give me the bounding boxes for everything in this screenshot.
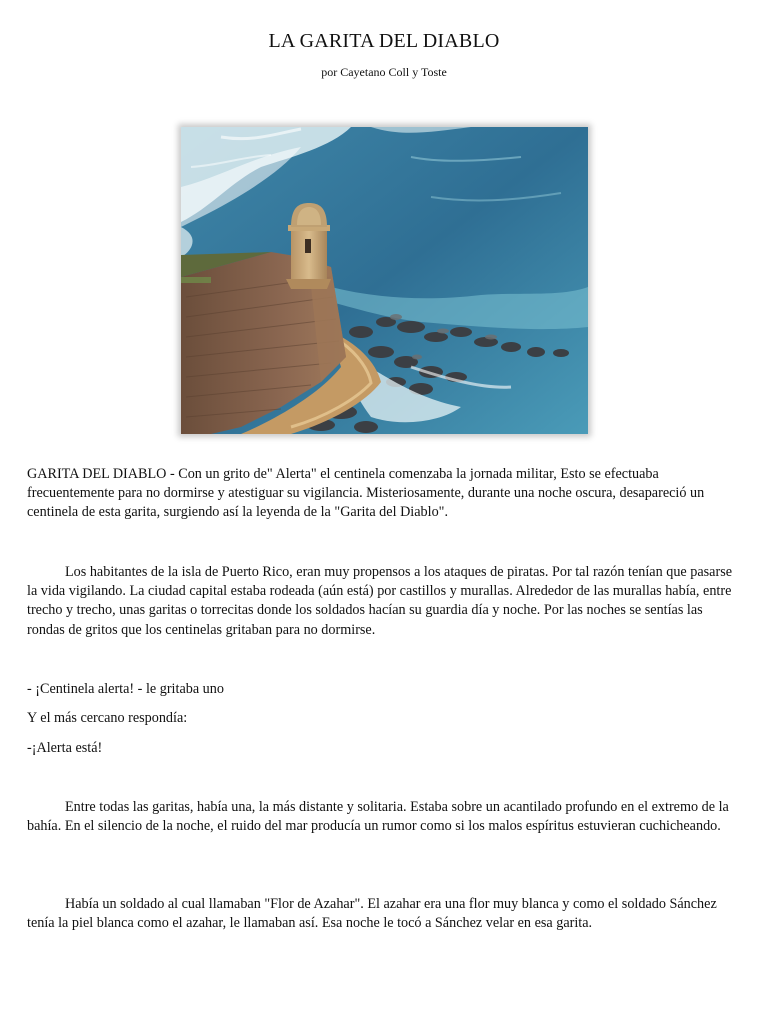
paragraph-7: Había un soldado al cual llamaban "Flor de Azahar". El azahar era una flor muy blanca y como el soldado Sánchez tenía la piel blanca como el azahar, le llamaban así. Esa noche le tocó a Sánchez velar en esa garita. — [27, 896, 717, 932]
paragraph-4: Y el más cercano respondía: — [27, 710, 188, 726]
paragraph-5: -¡Alerta está! — [27, 740, 103, 756]
paragraph-3: - ¡Centinela alerta! - le gritaba uno — [27, 681, 224, 697]
garita-photo — [181, 127, 588, 434]
paragraph-6: Entre todas las garitas, había una, la más distante y solitaria. Estaba sobre un acantilado profundo en el extremo de la bahía. En el silencio de la noche, el ruido del mar producía un rumor como si los malos espíritus estuvieran cuchicheando. — [27, 799, 729, 835]
document-byline: por Cayetano Coll y Toste — [321, 65, 447, 79]
paragraph-2: Los habitantes de la isla de Puerto Rico, eran muy propensos a los ataques de piratas. Por tal razón tenían que pasarse la vida vigilando. La ciudad capital estaba rodeada (aún está) por castillos y murallas. Alrededor de las murallas había, entre trecho y trecho, unas garitas o torrecitas donde los soldados hacían su guardia día y noche. Por las noches se sentías las rondas de gritos que los centinelas gritaban para no dormirse. — [27, 564, 733, 638]
sentry-box — [286, 203, 331, 289]
document-title: LA GARITA DEL DIABLO — [268, 30, 500, 52]
garita-illustration — [181, 127, 588, 434]
paragraph-1: GARITA DEL DIABLO - Con un grito de" Alerta" el centinela comenzaba la jornada militar, Esto se efectuaba frecuentemente para no dormirse y atestiguar su vigilancia. Misteriosamente, durante una noche oscura, desapareció un centinela de esta garita, surgiendo así la leyenda de la "Garita del Diablo". — [27, 466, 705, 521]
